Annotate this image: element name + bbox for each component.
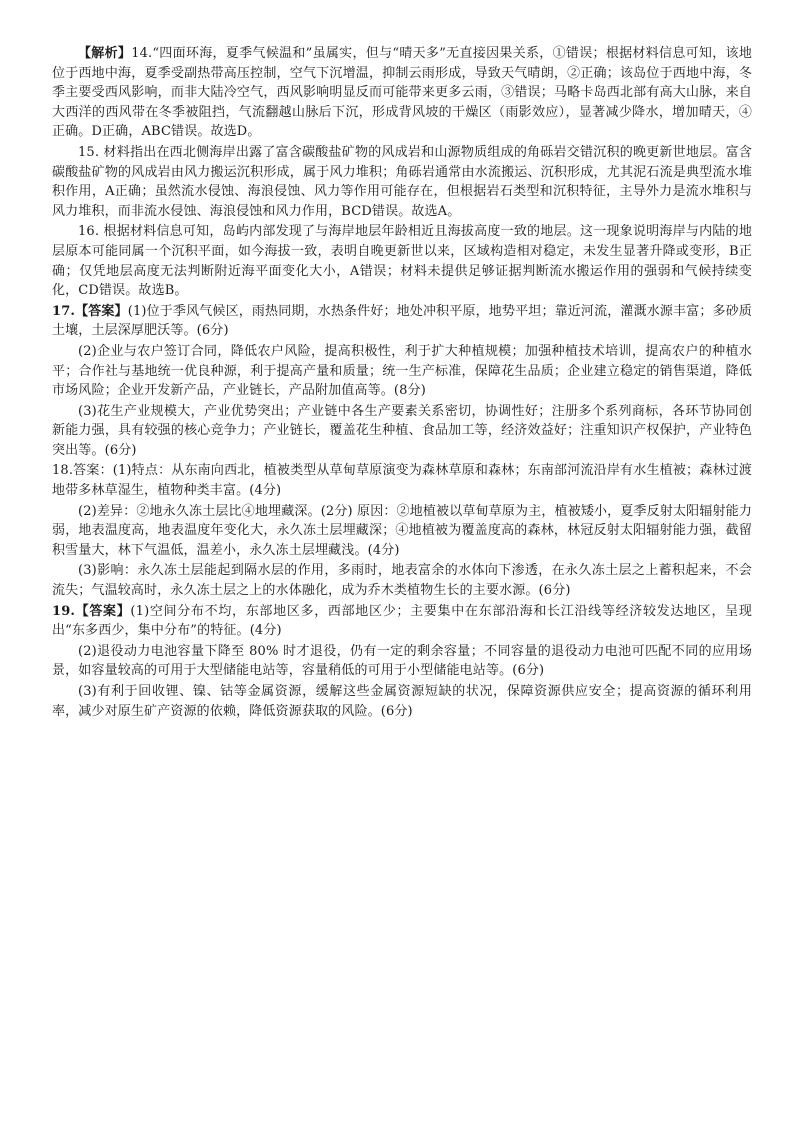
answer-q18-part1: 18.答案：(1)特点：从东南向西北，植被类型从草甸草原演变为森林草原和森林；东南部河流沿岸有水生植被；森林过渡地带多林草湿生，植物种类丰富。(4分) (52, 463, 752, 499)
explanation-q16: 16. 根据材料信息可知，岛屿内部发现了与海岸地层年龄相近且海拔高度一致的地层。这一现象说明海岸与内陆的地层原本可能同属一个沉积平面，如今海拔一致，表明自晚更新世以来，区域构造相对稳定，未发生显著升降或变形，B正确；仅凭地层高度无法判断附近海平面变化大小，A错误；材料未提供足够证据判断流水搬运作用的强弱和气候持续变化，CD错误。故选B。 (52, 224, 752, 299)
answer-q19-part1-text: (1)空间分布不均，东部地区多，西部地区少；主要集中在东部沿海和长江沿线等经济较发达地区，呈现出“东多西少，集中分布”的特征。(4分) (52, 603, 753, 639)
answer-q17-part2: (2)企业与农户签订合同，降低农户风险，提高积极性，利于扩大种植规模；加强种植技术培训，提高农户的种植水平；合作社与基地统一优良种源，利于提高产量和质量；统一生产标准，保障花生品质；企业建立稳定的销售渠道，降低市场风险；企业开发新产品，产业链长，产品附加值高等。(8分) (52, 343, 752, 399)
answer-q18-part3: (3)影响：永久冻土层能起到隔水层的作用，多雨时，地表富余的水体向下渗透，在永久冻土层之上蓄积起来，不会流失；气温较高时，永久冻土层之上的水体融化，成为乔木类植物生长的主要水源。(6分) (52, 563, 752, 599)
answer-tag-q19: 19.【答案】 (52, 603, 131, 619)
answer-q19-part1 (52, 602, 752, 641)
answer-tag-q17: 17.【答案】 (52, 303, 128, 319)
answer-q19-part2: (2)退役动力电池容量下降至 80% 时才退役，仍有一定的剩余容量；不同容量的退役动力电池可匹配不同的应用场景，如容量较高的可用于大型储能电站等，容量稍低的可用于小型储能电站等。(6分) (52, 643, 752, 679)
analysis-tag: 【解析】 (78, 46, 132, 61)
answer-q18-part2: (2)差异：②地永久冻土层比④地埋藏深。(2分) 原因：②地植被以草甸草原为主，植被矮小，夏季反射太阳辐射能力弱，地表温度高，地表温度年变化大，永久冻土层埋藏深；④地植被为覆盖度高的森林，林冠反射太阳辐射能力强，截留积雪量大，林下气温低，温差小，永久冻土层埋藏浅。(4分) (52, 503, 752, 558)
answer-q17-part1-text: (1)位于季风气候区，雨热同期，水热条件好；地处冲积平原，地势平坦；靠近河流，灌溉水源丰富；多砂质土壤，土层深厚肥沃等。(6分) (52, 303, 753, 339)
explanation-q14-text: 14.“四面环海，夏季气候温和”虽属实，但与“晴天多”无直接因果关系，①错误；根据材料信息可知，该地位于西地中海，夏季受副热带高压控制，空气下沉增温，抑制云雨形成，导致天气晴朗，②正确；该岛位于西地中海，冬季主要受西风影响，而非大陆冷空气，西风影响明显反而可能带来更多云雨，③错误；马略卡岛西北部有高大山脉，来自大西洋的西风带在冬季被阻挡，气流翻越山脉后下沉，形成背风坡的干燥区（雨影效应），显著减少降水，增加晴天，④正确。D正确，ABC错误。故选D。 (52, 46, 752, 140)
explanation-q14 (52, 44, 752, 142)
answer-text-block (52, 44, 752, 722)
answer-q19-part3: (3)有利于回收锂、镍、钴等金属资源，缓解这些金属资源短缺的状况，保障资源供应安全；提高资源的循环利用率，减少对原生矿产资源的依赖，降低资源获取的风险。(6分) (52, 684, 752, 719)
answer-q17-part1 (52, 302, 752, 341)
explanation-q15: 15. 材料指出在西北侧海岸出露了富含碳酸盐矿物的风成岩和山源物质组成的角砾岩交错沉积的晚更新世地层。富含碳酸盐矿物的风成岩由风力搬运沉积形成，属于风力堆积；角砾岩通常由水流搬运、沉积形成，尤其泥石流是典型流水堆积作用，A正确；虽然流水侵蚀、海浪侵蚀、风力等作用可能存在，但根据岩石类型和沉积特征，主导外力是流水堆积与风力堆积，而非流水侵蚀、海浪侵蚀和风力作用，BCD错误。故选A。 (52, 144, 752, 219)
answer-q17-part3: (3)花生产业规模大，产业优势突出；产业链中各生产要素关系密切，协调性好；注册多个系列商标，各环节协同创新能力强，具有较强的核心竞争力；产业链长，覆盖花生种植、食品加工等，经济效益好；注重知识产权保护，产业特色突出等。(6分) (52, 403, 752, 458)
